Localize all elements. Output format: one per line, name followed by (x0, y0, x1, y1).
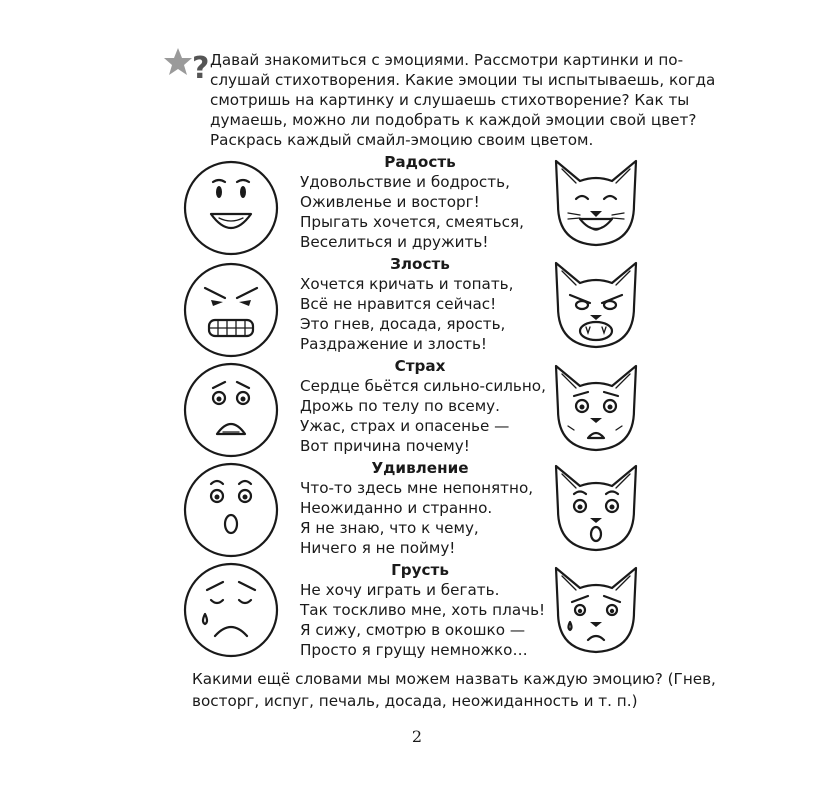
intro-line: слушай стихотворения. Какие эмоции ты испытываешь, когда (210, 71, 716, 89)
poem-fear (300, 356, 550, 456)
poem-line: Дрожь по телу по всему. (300, 397, 500, 415)
poem-title: Удивление (371, 459, 469, 477)
poem-line: Так тоскливо мне, хоть плачь! (300, 601, 546, 619)
poem-surprise (300, 458, 550, 558)
poem-line: Не хочу играть и бегать. (300, 581, 500, 599)
happy-cat-icon (550, 155, 642, 251)
star-question-icon (164, 44, 210, 86)
poem-line: Что-то здесь мне непонятно, (300, 479, 534, 497)
poem-line: Удовольствие и бодрость, (300, 173, 510, 191)
poem-line: Я сижу, смотрю в окошко — (300, 621, 526, 639)
poem-title: Страх (394, 357, 446, 375)
scared-cat-icon (550, 360, 642, 456)
svg-text:?: ? (192, 51, 210, 86)
scared-smiley-icon (183, 362, 279, 458)
poem-line: Неожиданно и странно. (300, 499, 493, 517)
intro-line: думаешь, можно ли подобрать к каждой эмоции свой цвет? (210, 111, 697, 129)
poem-line: Вот причина почему! (300, 437, 470, 455)
poem-line: Хочется кричать и топать, (300, 275, 514, 293)
poem-line: Прыгать хочется, смеяться, (300, 213, 524, 231)
closing-question (192, 668, 716, 712)
intro-line: Давай знакомиться с эмоциями. Рассмотри картинки и по- (210, 51, 684, 69)
poem-anger (300, 254, 550, 354)
angry-smiley-icon (183, 262, 279, 358)
poem-line: Я не знаю, что к чему, (300, 519, 479, 537)
poem-line: Сердце бьётся сильно-сильно, (300, 377, 546, 395)
angry-cat-icon (550, 257, 642, 353)
poem-line: Это гнев, досада, ярость, (300, 315, 506, 333)
poem-line: Просто я грущу немножко… (300, 641, 528, 659)
poem-line: Ужас, страх и опасенье — (300, 417, 510, 435)
surprised-cat-icon (550, 460, 642, 556)
closing-line: Какими ещё словами мы можем назвать каждую эмоцию? (Гнев, (192, 670, 716, 688)
poem-line: Раздражение и злость! (300, 335, 487, 353)
sad-cat-icon (550, 562, 642, 658)
poem-title: Радость (384, 153, 456, 171)
poem-line: Всё не нравится сейчас! (300, 295, 497, 313)
poem-line: Ничего я не пойму! (300, 539, 456, 557)
intro-line: смотришь на картинку и слушаешь стихотворение? Как ты (210, 91, 690, 109)
poem-joy (300, 152, 550, 252)
poem-line: Оживленье и восторг! (300, 193, 480, 211)
poem-title: Злость (390, 255, 450, 273)
sad-smiley-icon (183, 562, 279, 658)
poem-sadness (300, 560, 550, 660)
poem-title: Грусть (391, 561, 449, 579)
closing-line: восторг, испуг, печаль, досада, неожиданность и т. п.) (192, 692, 638, 710)
poem-line: Веселиться и дружить! (300, 233, 489, 251)
intro-paragraph (210, 50, 716, 150)
page-number: 2 (411, 727, 423, 746)
surprised-smiley-icon (183, 462, 279, 558)
intro-line: Раскрась каждый смайл-эмоцию своим цветом. (210, 131, 594, 149)
happy-smiley-icon (183, 160, 279, 256)
